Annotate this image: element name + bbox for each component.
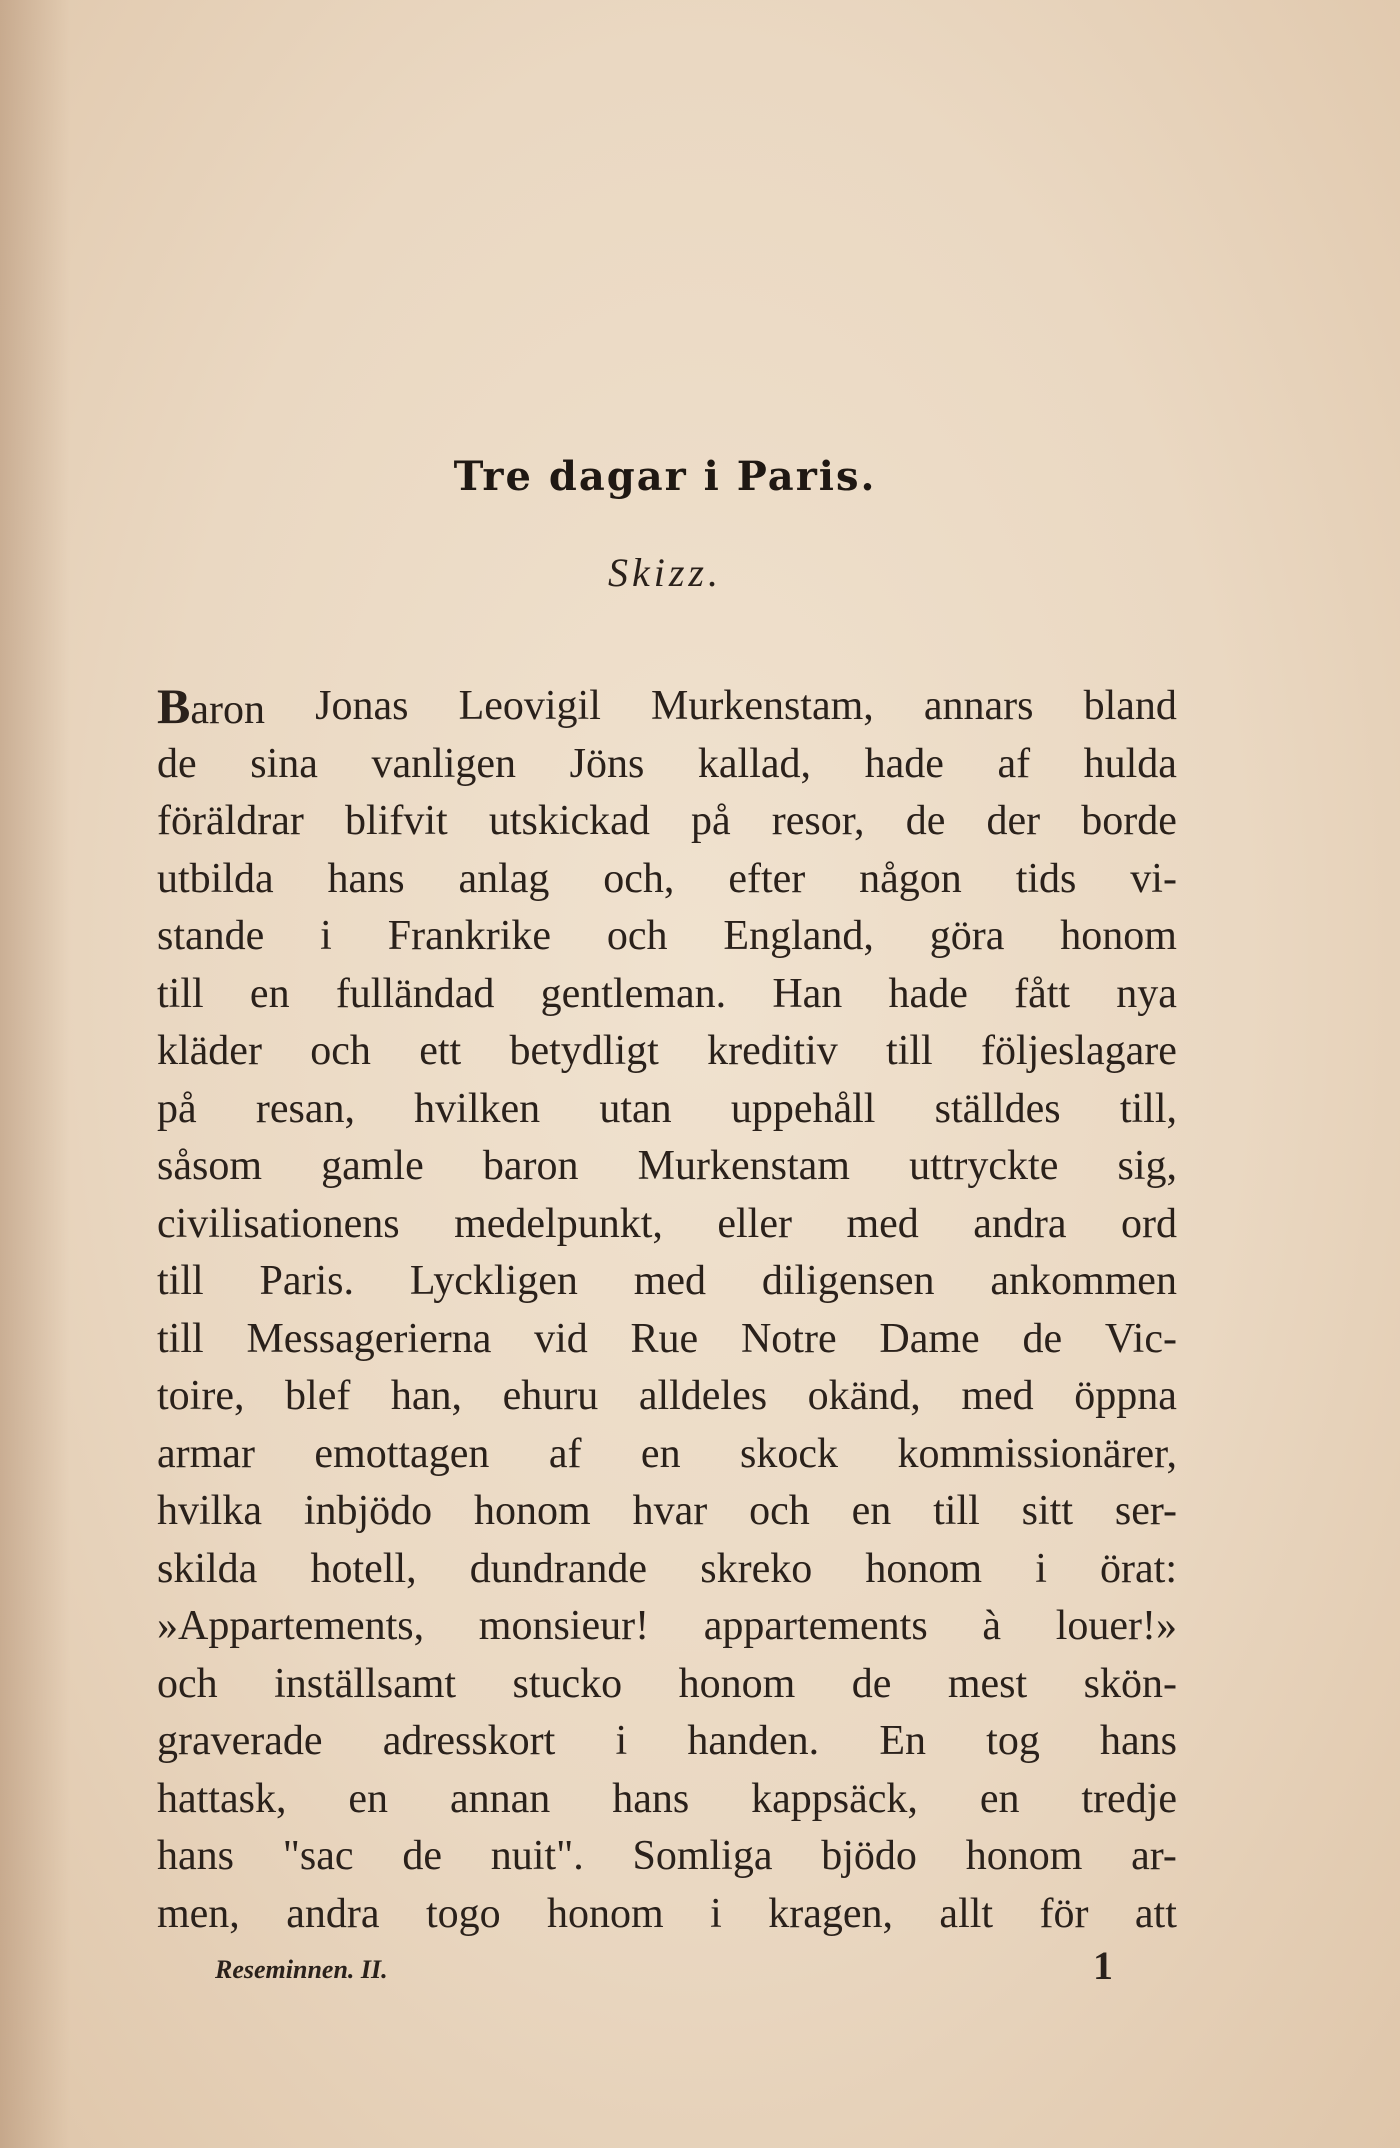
chapter-subtitle: Skizz.: [608, 550, 722, 595]
word: och: [749, 1488, 810, 1534]
text-line: [157, 908, 1177, 966]
word: kragen,: [768, 1890, 893, 1937]
text-line: [157, 1426, 1177, 1484]
word: en: [640, 1430, 681, 1477]
word: honom: [965, 1833, 1083, 1879]
word: tredje: [1081, 1775, 1177, 1822]
word: Murkenstam: [637, 1143, 850, 1189]
text-line: [157, 1023, 1177, 1081]
text-line: [157, 736, 1177, 794]
word: med: [633, 1258, 706, 1304]
word: inbjödo: [303, 1488, 433, 1534]
word: i: [710, 1890, 722, 1937]
word: öppna: [1074, 1373, 1177, 1419]
word: mest: [947, 1660, 1028, 1707]
word: appartements: [703, 1603, 928, 1649]
text-line: [157, 1541, 1177, 1599]
text-line: [157, 1713, 1177, 1771]
word: bjödo: [821, 1833, 917, 1879]
word: och: [310, 1028, 371, 1074]
word: anlag: [458, 855, 550, 902]
word: ett: [419, 1028, 462, 1074]
word: honom: [678, 1660, 796, 1707]
word: hade: [888, 970, 968, 1017]
word: med: [961, 1373, 1034, 1419]
page-number: 1: [1093, 1943, 1113, 1988]
word: kappsäck,: [751, 1775, 918, 1822]
word: hade: [864, 740, 944, 787]
text-line: [157, 1311, 1177, 1369]
word: togo: [425, 1890, 501, 1937]
word: vanligen: [371, 740, 517, 787]
text-line: [157, 1598, 1177, 1656]
word: sig,: [1117, 1143, 1177, 1189]
word: allt: [939, 1890, 994, 1937]
word: de: [905, 798, 946, 844]
word: dundrande: [469, 1545, 648, 1592]
word: toire,: [157, 1373, 245, 1419]
word: ankommen: [990, 1258, 1177, 1304]
word: inställsamt: [274, 1660, 457, 1707]
word: honom: [865, 1545, 983, 1592]
word: följeslagare: [981, 1028, 1177, 1074]
text-line: [157, 1828, 1177, 1886]
word: bland: [1083, 683, 1177, 729]
word: ser-: [1114, 1488, 1177, 1534]
word: med: [846, 1200, 919, 1247]
word: de: [1022, 1315, 1063, 1362]
text-line: [157, 1196, 1177, 1254]
text-line: [157, 1656, 1177, 1714]
word: Leovigil: [458, 683, 601, 729]
word: louer!»: [1055, 1603, 1177, 1649]
word: utan: [599, 1085, 672, 1132]
word: efter: [728, 855, 806, 902]
word: och,: [603, 855, 675, 902]
word: gentleman.: [540, 970, 727, 1017]
word: att: [1134, 1890, 1177, 1937]
word: hattask,: [157, 1775, 287, 1822]
word: på: [690, 798, 731, 844]
word: hotell,: [310, 1545, 417, 1592]
word: en: [851, 1488, 892, 1534]
word: skilda: [157, 1545, 258, 1592]
word: kläder: [157, 1028, 262, 1074]
word: eller: [717, 1200, 792, 1247]
word: kommissionärer,: [897, 1430, 1177, 1477]
text-line: [157, 1886, 1177, 1944]
word: fulländad: [335, 970, 495, 1017]
word: nya: [1116, 970, 1177, 1017]
text-line: [157, 1771, 1177, 1829]
word: vid: [534, 1315, 588, 1362]
word: hans: [327, 855, 405, 902]
word: Somliga: [632, 1833, 773, 1879]
word: resan,: [255, 1085, 355, 1132]
word: nuit".: [490, 1833, 584, 1879]
word: blef: [285, 1373, 351, 1419]
word: okänd,: [807, 1373, 921, 1419]
word: emottagen: [314, 1430, 490, 1477]
text-line: [157, 793, 1177, 851]
word: någon: [859, 855, 962, 902]
word: betydligt: [509, 1028, 659, 1074]
word: sina: [250, 740, 318, 787]
word: graverade: [157, 1718, 323, 1764]
word: Baron: [157, 678, 265, 734]
word: resor,: [771, 798, 865, 844]
word: ord: [1120, 1200, 1177, 1247]
word: andra: [286, 1890, 380, 1937]
word: ar-: [1131, 1833, 1177, 1879]
word: Han: [772, 970, 843, 1017]
word: till,: [1119, 1085, 1177, 1132]
word: örat:: [1100, 1545, 1177, 1592]
word: göra: [929, 913, 1005, 959]
word: Dame: [879, 1315, 980, 1362]
word: hans: [612, 1775, 690, 1822]
word: de: [157, 740, 197, 787]
page-gutter-shadow: [0, 0, 70, 2148]
word: England,: [723, 913, 874, 959]
word: en: [348, 1775, 389, 1822]
text-line: [157, 1368, 1177, 1426]
word: de: [851, 1660, 892, 1707]
word: hulda: [1083, 740, 1177, 787]
drop-cap: B: [157, 678, 191, 734]
text-line: [157, 851, 1177, 909]
word: tog: [986, 1718, 1040, 1764]
word: såsom: [157, 1143, 262, 1189]
word: stande: [157, 913, 265, 959]
word: i: [320, 913, 332, 959]
word: på: [157, 1085, 197, 1132]
word: stucko: [512, 1660, 623, 1707]
word: ställdes: [934, 1085, 1061, 1132]
word: uttryckte: [909, 1143, 1059, 1189]
word: och: [157, 1660, 218, 1707]
word: till: [886, 1028, 933, 1074]
word: kallad,: [697, 740, 812, 787]
word: blifvit: [345, 798, 448, 844]
word: handen.: [687, 1718, 820, 1764]
word: och: [606, 913, 668, 959]
word: skön-: [1083, 1660, 1177, 1707]
word: honom: [474, 1488, 591, 1534]
word: "sac: [282, 1833, 354, 1879]
word: Lyckligen: [409, 1258, 578, 1304]
word: föräldrar: [157, 798, 304, 844]
word: honom: [1060, 913, 1177, 959]
word: monsieur!: [478, 1603, 650, 1649]
word: der: [986, 798, 1041, 844]
text-line: [157, 966, 1177, 1024]
word: af: [997, 740, 1031, 787]
word: annars: [923, 683, 1034, 729]
word: Jöns: [569, 740, 645, 787]
word: En: [879, 1718, 926, 1764]
word: honom: [547, 1890, 664, 1937]
word: kreditiv: [707, 1028, 838, 1074]
word: annan: [449, 1775, 551, 1822]
word: Frankrike: [387, 913, 552, 959]
word: hans: [157, 1833, 234, 1879]
word: till: [933, 1488, 980, 1534]
word: af: [548, 1430, 582, 1477]
word: Murkenstam,: [650, 683, 874, 729]
text-line: [157, 1483, 1177, 1541]
word: Rue: [630, 1315, 699, 1362]
text-line: [157, 678, 1177, 736]
chapter-title: Tre dagar i Paris.: [453, 453, 877, 500]
word: uppehåll: [730, 1085, 876, 1132]
word: utskickad: [488, 798, 650, 844]
word: alldeles: [638, 1373, 768, 1419]
word: vi-: [1130, 855, 1177, 902]
word: à: [982, 1603, 1002, 1649]
word: de: [402, 1833, 442, 1879]
text-line: [157, 1253, 1177, 1311]
word: gamle: [321, 1143, 424, 1189]
word: för: [1039, 1890, 1089, 1937]
word: diligensen: [761, 1258, 935, 1304]
word: i: [615, 1718, 628, 1764]
word: »Appartements,: [157, 1603, 425, 1649]
text-line: [157, 1081, 1177, 1139]
word: skreko: [700, 1545, 813, 1592]
word: medelpunkt,: [454, 1200, 663, 1247]
text-line: [157, 1138, 1177, 1196]
word: hans: [1100, 1718, 1177, 1764]
word: Jonas: [315, 683, 409, 729]
word: men,: [157, 1890, 240, 1937]
word: en: [249, 970, 290, 1017]
word: hvilken: [414, 1085, 541, 1132]
word: adresskort: [382, 1718, 556, 1764]
word: civilisationens: [157, 1200, 400, 1247]
word: andra: [973, 1200, 1067, 1247]
word: skock: [740, 1430, 839, 1477]
word: hvar: [632, 1488, 708, 1534]
word: till: [157, 970, 204, 1017]
word: till: [157, 1258, 204, 1304]
word: i: [1035, 1545, 1047, 1592]
word: armar: [157, 1430, 255, 1477]
word: utbilda: [157, 855, 274, 902]
word: Vic-: [1104, 1315, 1177, 1362]
word: tids: [1015, 855, 1077, 902]
body-text: [157, 678, 1177, 1943]
word: sitt: [1021, 1488, 1074, 1534]
word: fått: [1014, 970, 1071, 1017]
word: hvilka: [157, 1488, 262, 1534]
word: Notre: [740, 1315, 837, 1362]
word: Messagerierna: [246, 1315, 492, 1362]
word: till: [157, 1315, 204, 1362]
word: ehuru: [502, 1373, 599, 1419]
word: en: [979, 1775, 1020, 1822]
word: borde: [1081, 798, 1177, 844]
running-footer: Reseminnen. II.: [215, 1955, 388, 1984]
word: han,: [390, 1373, 463, 1419]
word: Paris.: [259, 1258, 355, 1304]
word: baron: [482, 1143, 579, 1189]
